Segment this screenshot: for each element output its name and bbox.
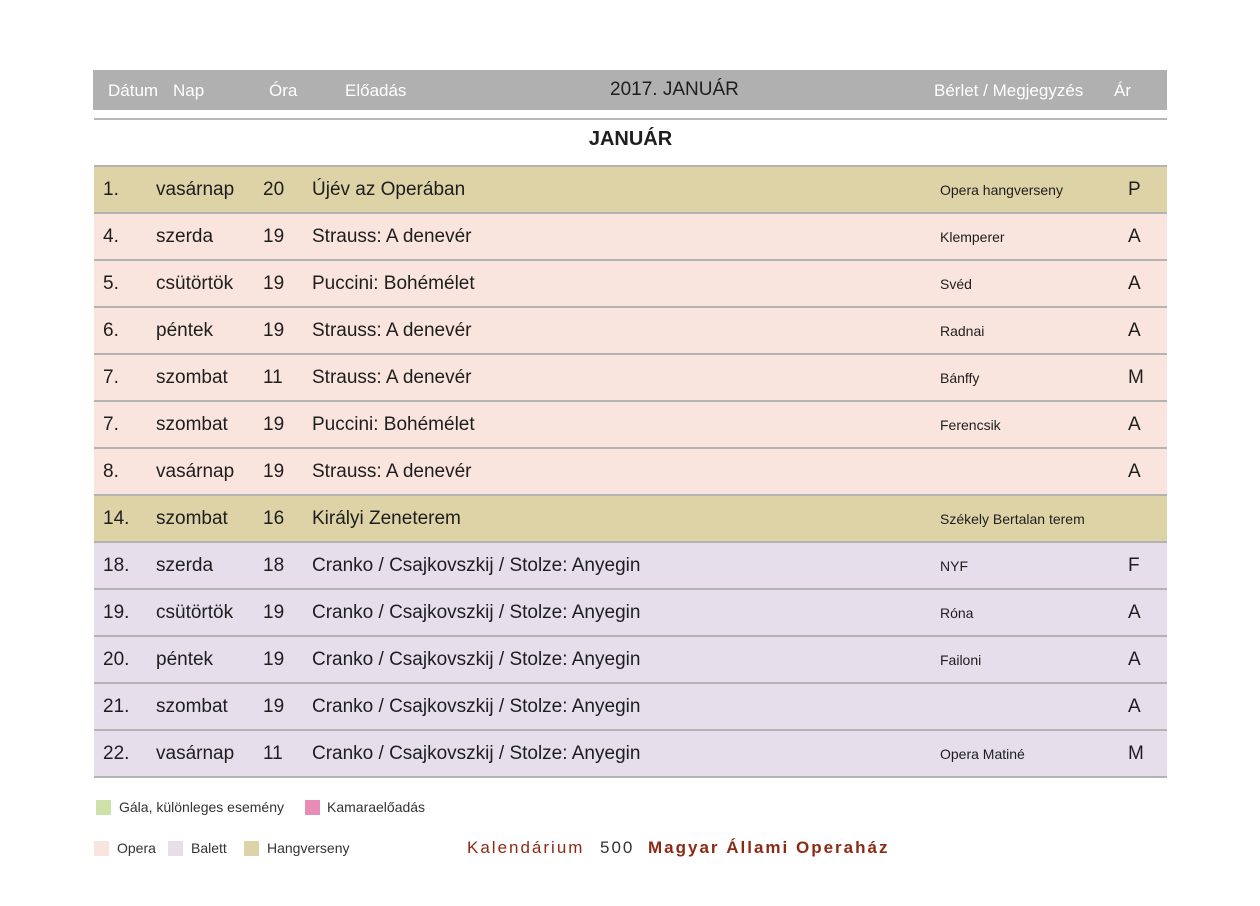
row-date: 18. bbox=[103, 555, 130, 576]
footer-publisher: Magyar Állami Operaház bbox=[648, 838, 890, 857]
row-title: Strauss: A denevér bbox=[312, 367, 472, 388]
legend-swatch-hangverseny bbox=[244, 841, 259, 856]
table-row bbox=[94, 308, 1167, 355]
table-row bbox=[94, 355, 1167, 402]
row-title: Cranko / Csajkovszkij / Stolze: Anyegin bbox=[312, 555, 641, 576]
row-hour: 19 bbox=[263, 226, 285, 247]
row-price: A bbox=[1128, 602, 1141, 623]
row-day: szombat bbox=[156, 508, 228, 529]
header-performance: Előadás bbox=[345, 81, 407, 100]
legend-swatch-balett bbox=[168, 841, 183, 856]
row-date: 5. bbox=[103, 273, 119, 294]
month-title: JANUÁR bbox=[588, 128, 673, 150]
row-title: Strauss: A denevér bbox=[312, 320, 472, 341]
legend-label-gala: Gála, különleges esemény bbox=[119, 799, 284, 815]
table-row bbox=[94, 261, 1167, 308]
row-note: Bánffy bbox=[940, 370, 980, 386]
table-row bbox=[94, 167, 1167, 214]
header-note: Bérlet / Megjegyzés bbox=[934, 81, 1084, 100]
legend-swatch-gala bbox=[96, 800, 111, 815]
row-date: 19. bbox=[103, 602, 130, 623]
row-note: Ferencsik bbox=[940, 417, 1001, 433]
legend-label-hangverseny: Hangverseny bbox=[267, 840, 350, 856]
table-row bbox=[94, 731, 1167, 778]
header-rule bbox=[94, 118, 1167, 120]
row-day: vasárnap bbox=[156, 461, 235, 482]
row-date: 7. bbox=[103, 414, 119, 435]
row-title: Cranko / Csajkovszkij / Stolze: Anyegin bbox=[312, 602, 641, 623]
header-title: 2017. JANUÁR bbox=[610, 79, 739, 100]
table-row bbox=[94, 496, 1167, 543]
row-title: Újév az Operában bbox=[312, 179, 466, 200]
row-title: Strauss: A denevér bbox=[312, 226, 472, 247]
row-note: Opera Matiné bbox=[940, 746, 1025, 762]
table-row bbox=[94, 637, 1167, 684]
row-note: NYF bbox=[940, 558, 968, 574]
header-date: Dátum bbox=[108, 81, 159, 100]
row-hour: 19 bbox=[263, 320, 285, 341]
table-row bbox=[94, 214, 1167, 261]
table-row bbox=[94, 449, 1167, 496]
row-price: M bbox=[1128, 367, 1144, 388]
row-hour: 11 bbox=[263, 367, 283, 388]
row-hour: 19 bbox=[263, 273, 285, 294]
legend-label-kamara: Kamaraelőadás bbox=[327, 799, 426, 815]
row-hour: 19 bbox=[263, 414, 285, 435]
row-date: 14. bbox=[103, 508, 130, 529]
row-day: péntek bbox=[156, 320, 214, 341]
legend-swatch-kamara bbox=[305, 800, 320, 815]
row-day: szerda bbox=[156, 226, 214, 247]
header-hour: Óra bbox=[269, 81, 298, 100]
row-title: Strauss: A denevér bbox=[312, 461, 472, 482]
row-note: Failoni bbox=[940, 652, 982, 668]
row-hour: 19 bbox=[263, 461, 285, 482]
row-date: 7. bbox=[103, 367, 119, 388]
row-price: P bbox=[1128, 179, 1141, 200]
legend-swatch-opera bbox=[94, 841, 109, 856]
row-date: 22. bbox=[103, 743, 130, 764]
row-price: F bbox=[1128, 555, 1140, 576]
row-title: Puccini: Bohémélet bbox=[312, 414, 475, 435]
table-row bbox=[94, 543, 1167, 590]
row-price: A bbox=[1128, 414, 1141, 435]
table-row bbox=[94, 402, 1167, 449]
row-hour: 11 bbox=[263, 743, 283, 764]
footer-page-number: 500 bbox=[600, 838, 635, 857]
table-row bbox=[94, 684, 1167, 731]
row-date: 6. bbox=[103, 320, 119, 341]
row-price: M bbox=[1128, 743, 1144, 764]
row-title: Cranko / Csajkovszkij / Stolze: Anyegin bbox=[312, 743, 641, 764]
row-day: vasárnap bbox=[156, 743, 235, 764]
row-note: Opera hangverseny bbox=[940, 182, 1063, 198]
row-day: csütörtök bbox=[156, 602, 234, 623]
row-note: Róna bbox=[940, 605, 974, 621]
row-price: A bbox=[1128, 273, 1141, 294]
legend-label-opera: Opera bbox=[117, 840, 156, 856]
row-price: A bbox=[1128, 696, 1141, 717]
row-date: 8. bbox=[103, 461, 119, 482]
row-date: 1. bbox=[103, 179, 119, 200]
row-price: A bbox=[1128, 320, 1141, 341]
row-hour: 18 bbox=[263, 555, 285, 576]
row-day: szombat bbox=[156, 367, 228, 388]
table-header bbox=[93, 70, 1167, 110]
row-note: Svéd bbox=[940, 276, 972, 292]
row-hour: 19 bbox=[263, 602, 285, 623]
row-day: szombat bbox=[156, 696, 228, 717]
legend-label-balett: Balett bbox=[191, 840, 227, 856]
row-day: szerda bbox=[156, 555, 214, 576]
schedule-table bbox=[94, 165, 1167, 778]
row-title: Cranko / Csajkovszkij / Stolze: Anyegin bbox=[312, 649, 641, 670]
footer-kalendarium: Kalendárium bbox=[467, 838, 585, 857]
row-note: Székely Bertalan terem bbox=[940, 511, 1085, 527]
table-row bbox=[94, 590, 1167, 637]
row-hour: 19 bbox=[263, 696, 285, 717]
row-price: A bbox=[1128, 226, 1141, 247]
row-day: vasárnap bbox=[156, 179, 235, 200]
row-title: Cranko / Csajkovszkij / Stolze: Anyegin bbox=[312, 696, 641, 717]
row-day: szombat bbox=[156, 414, 228, 435]
row-date: 21. bbox=[103, 696, 130, 717]
row-day: péntek bbox=[156, 649, 214, 670]
row-title: Puccini: Bohémélet bbox=[312, 273, 475, 294]
row-hour: 16 bbox=[263, 508, 285, 529]
row-hour: 20 bbox=[263, 179, 285, 200]
row-hour: 19 bbox=[263, 649, 285, 670]
header-day: Nap bbox=[173, 81, 205, 100]
row-day: csütörtök bbox=[156, 273, 234, 294]
row-note: Klemperer bbox=[940, 229, 1005, 245]
row-title: Királyi Zeneterem bbox=[312, 508, 461, 529]
row-date: 4. bbox=[103, 226, 119, 247]
row-price: A bbox=[1128, 649, 1141, 670]
header-price: Ár bbox=[1114, 81, 1131, 100]
row-date: 20. bbox=[103, 649, 130, 670]
row-price: A bbox=[1128, 461, 1141, 482]
row-note: Radnai bbox=[940, 323, 985, 339]
